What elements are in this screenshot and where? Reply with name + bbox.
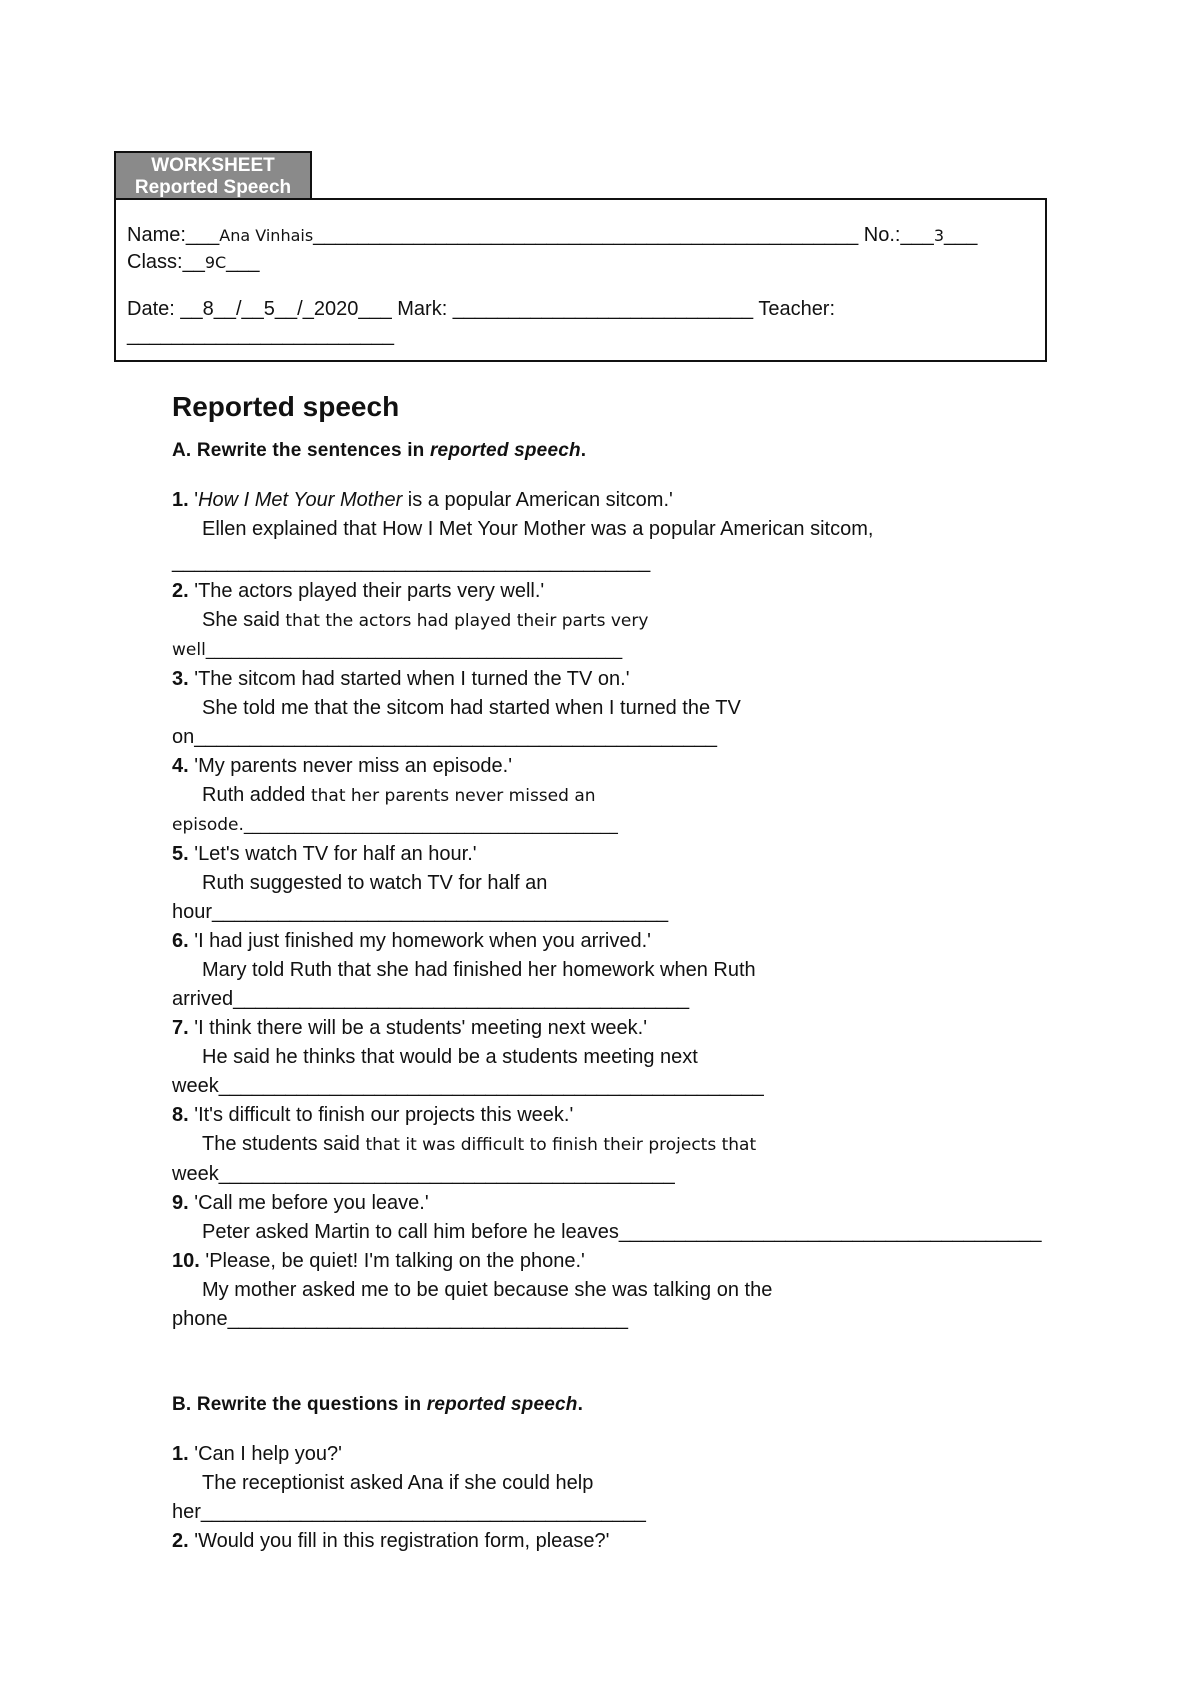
number-value[interactable]: 3 [933,226,944,245]
question-a6: 6. 'I had just finished my homework when you arrived.' [172,930,651,952]
worksheet-label: WORKSHEET [151,155,275,176]
answer-line-a2: well_________________________________________________ [172,640,623,660]
class-value[interactable]: 9C [204,253,227,272]
question-b2: 2. 'Would you fill in this registration form, please?' [172,1530,610,1552]
answer-a7[interactable]: He said he thinks that would be a students meeting next [202,1046,698,1068]
page-title: Reported speech [172,391,400,422]
name-row: Name:___Ana Vinhais_________________________________________________ No.:___3___ [127,224,978,246]
answer-a8[interactable]: The students said that it was difficult to finish their projects that [202,1133,757,1155]
answer-a1[interactable]: Ellen explained that How I Met Your Mother was a popular American sitcom, [202,518,874,540]
answer-a4[interactable]: Ruth added that her parents never missed an [202,784,596,806]
answer-line-b1: her________________________________________ [172,1501,646,1523]
answer-line-a10: phone____________________________________ [172,1308,629,1330]
question-a3: 3. 'The sitcom had started when I turned the TV on.' [172,668,630,690]
teacher-line: ________________________ [127,324,394,346]
answer-line-a3: on_______________________________________________ [172,726,718,748]
question-a10: 10. 'Please, be quiet! I'm talking on the phone.' [172,1250,585,1272]
worksheet-tab [114,151,312,198]
answer-line-a4: episode.____________________________________________ [172,815,618,835]
answer-line-a5: hour_________________________________________ [172,901,669,923]
question-a4: 4. 'My parents never miss an episode.' [172,755,513,777]
section-b-instructions: B. Rewrite the questions in reported speech. [172,1394,584,1415]
section-a-instructions: A. Rewrite the sentences in reported speech. [172,440,587,461]
worksheet-subtitle: Reported Speech [134,177,292,198]
date-mark-teacher-row: Date: __8__/__5__/_2020___ Mark: ___________________________ Teacher: [127,298,836,320]
answer-a5[interactable]: Ruth suggested to watch TV for half an [202,872,548,894]
class-row: Class:__9C___ [127,251,260,273]
question-a5: 5. 'Let's watch TV for half an hour.' [172,843,477,865]
answer-a9[interactable]: Peter asked Martin to call him before he leaves______________________________________ [202,1221,1042,1243]
name-value[interactable]: Ana Vinhais [219,226,314,245]
answer-line-a7: week_________________________________________________ [172,1075,764,1097]
worksheet-content [172,390,1052,1556]
answer-a2[interactable]: She said that the actors had played their parts very [202,609,649,631]
question-a7: 7. 'I think there will be a students' meeting next week.' [172,1017,648,1039]
answer-b1[interactable]: The receptionist asked Ana if she could help [202,1472,594,1494]
question-b1: 1. 'Can I help you?' [172,1443,342,1465]
question-a2: 2. 'The actors played their parts very well.' [172,580,545,602]
answer-line-a6: arrived_________________________________________ [172,988,690,1010]
question-a1: 1. 'How I Met Your Mother is a popular American sitcom.' [172,489,673,511]
answer-a6[interactable]: Mary told Ruth that she had finished her homework when Ruth [202,959,756,981]
answer-line-a1: ___________________________________________ [172,551,651,573]
student-info-box [114,198,1047,362]
question-a8: 8. 'It's difficult to finish our projects this week.' [172,1104,574,1126]
question-a9: 9. 'Call me before you leave.' [172,1192,429,1214]
answer-a10[interactable]: My mother asked me to be quiet because she was talking on the [202,1279,773,1301]
answer-line-a8: week_________________________________________ [172,1163,675,1185]
answer-a3[interactable]: She told me that the sitcom had started when I turned the TV [202,697,741,719]
